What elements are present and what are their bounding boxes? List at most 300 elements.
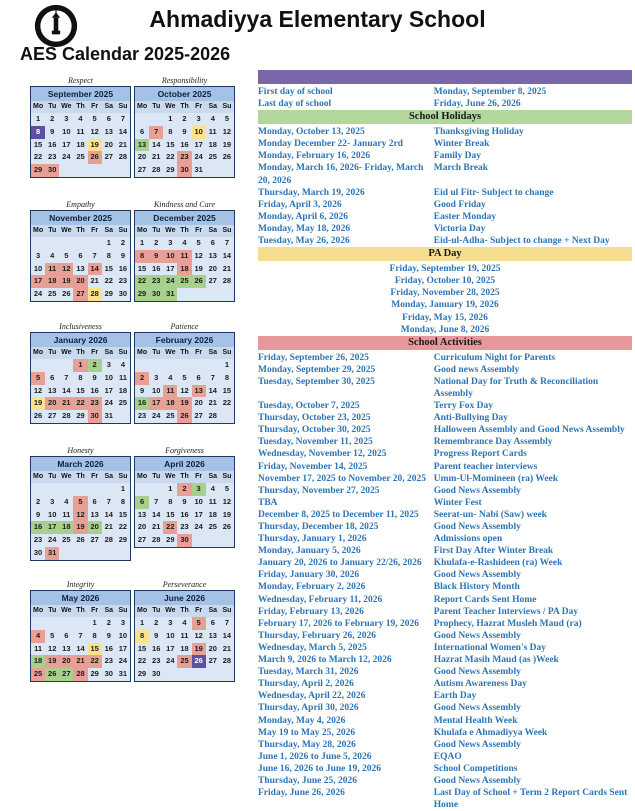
day-cell: 15 xyxy=(118,509,128,519)
day-cell: 9 xyxy=(106,630,111,640)
school-activities-row xyxy=(258,739,632,751)
day-cell: 31 xyxy=(118,669,128,679)
day-cell: 14 xyxy=(152,509,161,519)
school-holidays-row xyxy=(258,162,632,186)
day-cell: 2 xyxy=(182,114,187,123)
event-name: Good News Assembly xyxy=(433,667,521,678)
day-cell: 9 xyxy=(50,126,55,136)
day-cell: 15 xyxy=(137,263,147,273)
mini-calendar-january-2026 xyxy=(30,332,131,424)
day-cell: 15 xyxy=(88,643,102,656)
school-activities-row xyxy=(258,666,632,678)
day-cell: 13 xyxy=(208,250,217,260)
day-cell: 12 xyxy=(194,250,203,260)
day-cell: 12 xyxy=(33,385,43,395)
day-cell: 25 xyxy=(118,398,128,408)
weekday-header-row xyxy=(31,471,130,483)
day-cell: 31 xyxy=(194,165,203,175)
school-activities-row xyxy=(258,509,632,521)
day-cell: 26 xyxy=(192,275,206,288)
day-cell: 20 xyxy=(137,152,147,162)
day-grid xyxy=(31,359,130,423)
day-cell: 7 xyxy=(64,372,69,382)
event-name: Hazrat Masih Maud (as )Week xyxy=(433,655,559,666)
day-cell: 30 xyxy=(177,164,191,177)
event-name: Good News Assembly xyxy=(433,522,521,532)
day-cell: 5 xyxy=(92,114,97,123)
empty-cell xyxy=(163,359,177,372)
day-cell: 14 xyxy=(118,126,128,136)
month-block-april-2026 xyxy=(134,446,235,548)
day-cell: 16 xyxy=(152,263,161,273)
day-cell: 15 xyxy=(222,385,232,395)
event-date: Wednesday, March 5, 2025 xyxy=(258,642,367,653)
virtue-label: Forgiveness xyxy=(165,446,204,455)
day-cell: 6 xyxy=(135,496,149,509)
page-title: Ahmadiyya Elementary School xyxy=(149,6,486,32)
day-cell: 19 xyxy=(222,509,232,519)
day-cell: 11 xyxy=(208,126,217,136)
event-date: Thursday, May 28, 2026 xyxy=(258,739,356,750)
day-cell: 27 xyxy=(59,668,73,681)
event-date: Thursday, June 25, 2026 xyxy=(258,775,357,786)
day-cell: 5 xyxy=(31,372,45,385)
day-cell: 2 xyxy=(154,238,159,247)
event-date: Thursday, October 23, 2025 xyxy=(258,413,371,424)
day-cell: 3 xyxy=(50,496,55,506)
day-cell: 19 xyxy=(177,397,191,410)
weekday-label: Tu xyxy=(152,349,161,356)
day-cell: 20 xyxy=(208,263,217,273)
month-title: November 2025 xyxy=(31,211,130,225)
day-cell: 14 xyxy=(208,385,217,395)
day-grid xyxy=(135,483,234,547)
mini-calendar-march-2026 xyxy=(30,456,131,561)
day-cell: 1 xyxy=(224,360,229,369)
empty-cell xyxy=(73,237,87,250)
day-cell: 14 xyxy=(104,509,113,519)
weekday-label: Tu xyxy=(48,349,57,356)
weekday-label: Tu xyxy=(152,607,161,614)
day-cell: 12 xyxy=(90,126,99,136)
day-cell: 14 xyxy=(76,643,85,653)
day-cell: 21 xyxy=(118,139,128,149)
event-name: Black History Month xyxy=(433,582,520,593)
month-title: June 2026 xyxy=(135,591,234,605)
day-cell: 3 xyxy=(168,238,173,247)
event-date: Friday, February 13, 2026 xyxy=(258,606,364,617)
day-cell: 5 xyxy=(50,630,55,640)
weekday-label: Sa xyxy=(208,349,218,356)
day-cell: 23 xyxy=(48,152,57,162)
weekday-label: Th xyxy=(180,607,189,614)
empty-cell xyxy=(88,237,102,250)
school-holidays-row xyxy=(258,187,632,199)
event-name: Good news Assembly xyxy=(433,364,520,375)
month-block-march-2026 xyxy=(30,446,131,561)
day-cell: 22 xyxy=(118,522,128,532)
empty-cell xyxy=(59,483,73,496)
empty-cell xyxy=(59,359,73,372)
weekday-label: We xyxy=(165,607,176,614)
event-name: Eid-ul-Adha- Subject to change + Next Day xyxy=(433,236,610,247)
key-date-row xyxy=(258,86,632,98)
day-cell: 19 xyxy=(45,655,59,668)
day-cell: 24 xyxy=(166,656,175,666)
day-cell: 20 xyxy=(59,655,73,668)
day-cell: 17 xyxy=(62,139,71,149)
day-cell: 18 xyxy=(177,263,191,276)
day-cell: 27 xyxy=(104,152,113,162)
event-name: Mental Health Week xyxy=(433,715,518,726)
empty-cell xyxy=(135,483,149,496)
day-cell: 5 xyxy=(224,114,229,123)
event-date: Tuesday, March 31, 2026 xyxy=(258,667,359,678)
day-cell: 18 xyxy=(208,509,217,519)
empty-cell xyxy=(59,617,73,630)
event-name: Earth Day xyxy=(433,691,477,702)
day-cell: 23 xyxy=(152,656,161,666)
day-cell: 22 xyxy=(33,152,43,162)
empty-cell xyxy=(45,617,59,630)
virtue-label: Honesty xyxy=(67,446,94,455)
day-cell: 14 xyxy=(222,250,232,260)
weekday-label: Su xyxy=(222,227,232,234)
mini-calendar-september-2025 xyxy=(30,86,131,178)
day-cell: 9 xyxy=(35,509,41,519)
event-name: Prophecy, Hazrat Musleh Maud (ra) xyxy=(433,618,582,629)
day-cell: 2 xyxy=(135,372,149,385)
day-cell: 12 xyxy=(180,385,189,395)
day-cell: 17 xyxy=(194,139,203,149)
event-name: Winter Fest xyxy=(433,497,482,508)
weekday-label: Su xyxy=(222,607,232,614)
day-cell: 11 xyxy=(118,372,127,382)
day-cell: 24 xyxy=(48,535,57,545)
day-cell: 14 xyxy=(152,139,161,149)
day-cell: 1 xyxy=(139,618,145,627)
empty-cell xyxy=(45,483,59,496)
day-cell: 3 xyxy=(120,618,125,627)
event-name: Easter Monday xyxy=(433,211,497,222)
weekday-label: We xyxy=(61,473,72,480)
weekday-label: We xyxy=(61,227,72,234)
day-cell: 1 xyxy=(168,114,173,123)
day-cell: 13 xyxy=(48,385,57,395)
weekday-label: Mo xyxy=(137,227,148,234)
weekday-label: Mo xyxy=(137,473,148,480)
day-cell: 6 xyxy=(196,372,201,382)
day-cell: 23 xyxy=(137,411,147,421)
day-cell: 8 xyxy=(106,250,111,260)
weekday-label: Fr xyxy=(195,103,203,110)
virtue-label: Inclusiveness xyxy=(59,322,102,331)
day-cell: 18 xyxy=(208,139,217,149)
day-cell: 7 xyxy=(78,630,83,640)
event-name: Terry Fox Day xyxy=(433,401,494,412)
day-cell: 16 xyxy=(104,643,113,653)
empty-cell xyxy=(102,483,116,496)
school-activities-row xyxy=(258,400,632,412)
pa-day-date: Monday, June 8, 2026 xyxy=(400,324,490,335)
day-grid xyxy=(31,113,130,177)
day-cell: 6 xyxy=(106,114,111,123)
weekday-label: Fr xyxy=(195,473,203,480)
day-cell: 28 xyxy=(104,535,113,545)
empty-cell xyxy=(45,237,59,250)
dates-panel xyxy=(258,70,632,811)
empty-cell xyxy=(149,113,163,126)
day-cell: 11 xyxy=(163,385,177,398)
event-date: Friday, November 14, 2025 xyxy=(258,461,368,472)
event-name: Khulafa e Ahmadiyya Week xyxy=(433,727,548,738)
school-activities-row xyxy=(258,569,632,581)
weekday-label: Sa xyxy=(104,473,114,480)
event-name: Good News Assembly xyxy=(433,775,521,786)
day-cell: 26 xyxy=(192,655,206,668)
day-cell: 28 xyxy=(118,152,128,162)
day-cell: 6 xyxy=(139,126,145,136)
day-cell: 26 xyxy=(222,152,232,162)
event-date: February 17, 2026 to February 19, 2026 xyxy=(258,618,419,629)
day-cell: 22 xyxy=(222,398,232,408)
day-cell: 12 xyxy=(222,126,232,136)
day-cell: 15 xyxy=(76,385,85,395)
day-cell: 22 xyxy=(135,275,149,288)
day-cell: 9 xyxy=(139,385,145,395)
day-cell: 18 xyxy=(118,385,128,395)
day-cell: 15 xyxy=(104,263,113,273)
day-cell: 20 xyxy=(104,139,113,149)
day-cell: 28 xyxy=(222,276,232,286)
day-cell: 20 xyxy=(45,397,59,410)
day-cell: 20 xyxy=(88,521,102,534)
day-cell: 17 xyxy=(118,643,128,653)
school-activities-row xyxy=(258,412,632,424)
day-cell: 5 xyxy=(182,372,187,382)
school-activities-row xyxy=(258,581,632,593)
weekday-label: Th xyxy=(76,227,85,234)
weekday-label: Tu xyxy=(48,227,57,234)
day-cell: 7 xyxy=(120,114,125,123)
day-cell: 18 xyxy=(45,275,59,288)
day-cell: 8 xyxy=(78,372,83,382)
event-name: March Break xyxy=(433,163,489,174)
day-cell: 13 xyxy=(208,630,217,640)
weekday-label: Fr xyxy=(91,227,99,234)
day-cell: 26 xyxy=(62,289,71,299)
day-cell: 6 xyxy=(92,496,97,506)
day-cell: 30 xyxy=(104,669,113,679)
pa-day-date: Friday, October 10, 2025 xyxy=(394,276,496,287)
day-cell: 29 xyxy=(90,669,99,679)
event-name: Seerat-un- Nabi (Saw) week xyxy=(433,509,547,520)
day-cell: 24 xyxy=(194,152,203,162)
day-cell: 6 xyxy=(210,618,215,627)
weekday-label: Mo xyxy=(137,349,148,356)
school-activities-row xyxy=(258,702,632,714)
day-cell: 30 xyxy=(149,288,163,301)
event-name: Autism Awareness Day xyxy=(433,679,527,690)
event-date: Thursday, November 27, 2025 xyxy=(258,485,380,496)
weekday-label: Sa xyxy=(208,227,218,234)
weekday-label: We xyxy=(165,103,176,110)
day-cell: 11 xyxy=(180,630,189,640)
pa-day-row xyxy=(258,263,632,275)
day-cell: 25 xyxy=(208,522,217,532)
virtue-label: Patience xyxy=(170,322,199,331)
weekday-label: We xyxy=(61,103,72,110)
day-cell: 16 xyxy=(152,643,161,653)
day-cell: 11 xyxy=(177,250,191,263)
section-title: School Activities xyxy=(408,336,482,348)
event-date: Monday December 22- January 2rd xyxy=(258,139,403,150)
weekday-label: Mo xyxy=(33,607,44,614)
weekday-label: Th xyxy=(76,607,85,614)
school-activities-row xyxy=(258,461,632,473)
weekday-label: We xyxy=(165,227,176,234)
day-cell: 7 xyxy=(224,238,229,247)
day-cell: 10 xyxy=(48,509,57,519)
school-activities-row xyxy=(258,545,632,557)
day-cell: 3 xyxy=(168,618,173,627)
empty-cell xyxy=(206,359,220,372)
virtue-label: Integrity xyxy=(66,580,95,589)
day-cell: 4 xyxy=(78,114,83,123)
day-cell: 4 xyxy=(210,484,215,493)
day-cell: 26 xyxy=(222,522,232,532)
day-cell: 21 xyxy=(222,263,232,273)
empty-cell xyxy=(149,483,163,496)
day-cell: 7 xyxy=(210,372,215,382)
weekday-label: Fr xyxy=(195,227,203,234)
event-name: Last Day of School + Term 2 Report Cards Sent Home xyxy=(433,788,628,811)
day-cell: 23 xyxy=(149,275,163,288)
day-cell: 11 xyxy=(34,643,43,653)
event-name: Parent teacher interviews xyxy=(433,461,538,472)
school-activities-row xyxy=(258,787,632,811)
event-name: National Day for Truth & Reconciliation Assembly xyxy=(433,376,599,399)
school-activities-row xyxy=(258,678,632,690)
school-activities-row xyxy=(258,642,632,654)
event-date: Thursday, April 30, 2026 xyxy=(258,703,359,714)
day-cell: 28 xyxy=(88,288,102,301)
empty-cell xyxy=(31,237,45,250)
day-cell: 20 xyxy=(73,275,87,288)
day-cell: 25 xyxy=(76,152,85,162)
weekday-header-row xyxy=(135,605,234,617)
day-cell: 23 xyxy=(33,535,43,545)
weekday-label: Mo xyxy=(137,103,148,110)
day-cell: 9 xyxy=(182,126,187,136)
day-cell: 8 xyxy=(120,496,125,506)
day-cell: 16 xyxy=(31,521,45,534)
day-cell: 9 xyxy=(120,250,125,260)
day-cell: 21 xyxy=(208,398,217,408)
day-cell: 28 xyxy=(73,668,87,681)
day-cell: 11 xyxy=(76,126,85,136)
event-date: Thursday, January 1, 2026 xyxy=(258,534,367,545)
month-title: October 2025 xyxy=(135,87,234,101)
weekday-label: Fr xyxy=(91,607,99,614)
pa-day-row xyxy=(258,324,632,336)
day-cell: 24 xyxy=(163,275,177,288)
day-cell: 14 xyxy=(222,630,232,640)
event-name: Family Day xyxy=(433,151,481,162)
mini-calendar-october-2025 xyxy=(134,86,235,178)
school-holidays-row xyxy=(258,126,632,138)
day-cell: 11 xyxy=(45,263,59,276)
day-cell: 21 xyxy=(90,276,99,286)
event-date: Monday, September 29, 2025 xyxy=(258,364,376,375)
school-activities-row xyxy=(258,448,632,460)
virtue-label: Respect xyxy=(68,76,93,85)
day-cell: 19 xyxy=(31,397,45,410)
event-name: Eid ul Fitr- Subject to change xyxy=(433,187,554,198)
event-date: March 9, 2026 to March 12, 2026 xyxy=(258,655,392,666)
day-cell: 2 xyxy=(177,483,191,496)
day-cell: 20 xyxy=(194,398,203,408)
weekday-label: Sa xyxy=(104,227,114,234)
weekday-label: Th xyxy=(76,473,85,480)
day-cell: 8 xyxy=(168,496,173,506)
day-cell: 1 xyxy=(120,484,125,493)
empty-cell xyxy=(192,359,206,372)
day-cell: 4 xyxy=(168,372,173,382)
day-cell: 20 xyxy=(137,522,147,532)
pa-day-row xyxy=(258,299,632,311)
empty-cell xyxy=(135,359,149,372)
weekday-header-row xyxy=(31,101,130,113)
day-cell: 19 xyxy=(192,643,206,656)
day-cell: 10 xyxy=(33,263,43,273)
weekday-header-row xyxy=(31,347,130,359)
event-date: Wednesday, November 12, 2025 xyxy=(258,449,387,460)
weekday-header-row xyxy=(135,347,234,359)
event-name: Khulafa-e-Rashideen (ra) Week xyxy=(433,558,563,569)
day-cell: 21 xyxy=(59,397,73,410)
day-cell: 4 xyxy=(182,238,187,247)
empty-cell xyxy=(73,617,87,630)
school-holidays-row xyxy=(258,223,632,235)
day-cell: 22 xyxy=(73,397,87,410)
month-title: April 2026 xyxy=(135,457,234,471)
day-cell: 18 xyxy=(59,521,73,534)
event-name: Curriculum Night for Parents xyxy=(433,352,556,363)
key-date-value: Monday, September 8, 2025 xyxy=(433,87,547,97)
weekday-label: We xyxy=(61,349,72,356)
day-cell: 1 xyxy=(92,618,97,627)
day-cell: 27 xyxy=(208,656,217,666)
weekday-label: Sa xyxy=(208,473,218,480)
day-cell: 9 xyxy=(154,630,159,640)
event-date: Tuesday, October 7, 2025 xyxy=(258,401,360,412)
day-cell: 26 xyxy=(177,410,191,423)
day-cell: 3 xyxy=(106,360,111,369)
mini-calendar-november-2025 xyxy=(30,210,131,302)
day-cell: 1 xyxy=(168,484,173,493)
day-cell: 18 xyxy=(31,655,45,668)
empty-cell xyxy=(31,359,45,372)
empty-cell xyxy=(31,617,45,630)
day-cell: 28 xyxy=(222,656,232,666)
day-cell: 8 xyxy=(92,630,97,640)
day-grid xyxy=(135,237,234,301)
pa-day-date: Friday, November 28, 2025 xyxy=(390,288,500,299)
weekday-label: Fr xyxy=(91,473,99,480)
school-holidays-row xyxy=(258,138,632,150)
day-cell: 26 xyxy=(45,668,59,681)
